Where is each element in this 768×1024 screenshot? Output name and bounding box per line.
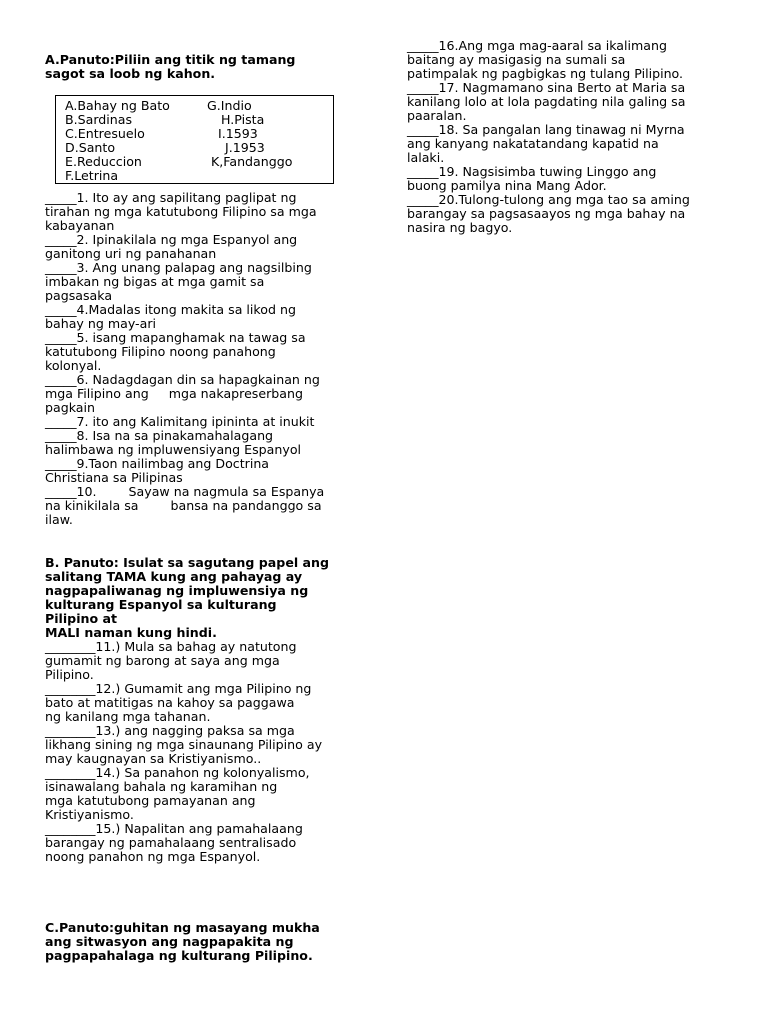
item-line: paaralan. — [407, 108, 467, 123]
section-a-heading-line: sagot sa loob ng kahon. — [45, 66, 216, 81]
item-line: gumamit ng barong at saya ang mga — [45, 653, 280, 668]
item-line: ________15.) Napalitan ang pamahalaang — [45, 821, 303, 836]
item-line: katutubong Filipino noong panahong — [45, 344, 276, 359]
choice-f: F.Letrina — [65, 168, 119, 183]
item-line: ________12.) Gumamit ang mga Pilipino ng — [45, 681, 312, 696]
choice-a: A.Bahay ng Bato — [65, 98, 170, 113]
item-line: ang kanyang nakatatandang kapatid na — [407, 136, 659, 151]
section-c-items — [407, 39, 690, 235]
choices-box — [55, 95, 334, 184]
item-line: kabayanan — [45, 218, 115, 233]
item-line: Christiana sa Pilipinas — [45, 470, 183, 485]
item-line: nasira ng bagyo. — [407, 220, 513, 235]
item-line: noong panahon ng mga Espanyol. — [45, 849, 261, 864]
section-c-heading — [45, 921, 320, 963]
item-line: ________13.) ang nagging paksa sa mga — [45, 723, 295, 738]
item-line: imbakan ng bigas at mga gamit sa — [45, 274, 265, 289]
item-line: ________11.) Mula sa bahag ay natutong — [45, 639, 297, 654]
section-b-heading-line: kulturang Espanyol sa kulturang — [45, 597, 277, 612]
item-line: _____10. Sayaw na nagmula sa Espanya — [45, 484, 325, 499]
item-line: Kristiyanismo. — [45, 807, 134, 822]
item-line: _____5. isang mapanghamak na tawag sa — [45, 330, 306, 345]
section-a-items — [45, 191, 324, 527]
choice-c: C.Entresuelo — [65, 126, 145, 141]
item-line: _____7. ito ang Kalimitang ipininta at inukit — [45, 414, 315, 429]
choice-g: G.Indio — [207, 98, 252, 113]
section-c-heading-line: C.Panuto:guhitan ng masayang mukha — [45, 920, 320, 935]
item-line: pagsasaka — [45, 288, 113, 303]
item-line: ng kanilang mga tahanan. — [45, 709, 211, 724]
choice-b: B.Sardinas — [65, 112, 133, 127]
item-line: ilaw. — [45, 512, 73, 527]
item-line: _____16.Ang mga mag-aaral sa ikalimang — [407, 38, 667, 53]
item-line: _____2. Ipinakilala ng mga Espanyol ang — [45, 232, 298, 247]
item-line: ganitong uri ng panahanan — [45, 246, 217, 261]
section-b-heading-line: B. Panuto: Isulat sa sagutang papel ang — [45, 555, 330, 570]
item-line: bahay ng may-ari — [45, 316, 157, 331]
item-line: tirahan ng mga katutubong Filipino sa mga — [45, 204, 317, 219]
item-line: patimpalak ng pagbigkas ng tulang Pilipino. — [407, 66, 684, 81]
item-line: barangay ng pamahalaang sentralisado — [45, 835, 297, 850]
section-b-heading-line: nagpapaliwanag ng impluwensiya ng — [45, 583, 309, 598]
item-line: pagkain — [45, 400, 95, 415]
item-line: Pilipino. — [45, 667, 94, 682]
item-line: _____3. Ang unang palapag ang nagsilbing — [45, 260, 312, 275]
choice-j: J.1953 — [225, 140, 265, 155]
item-line: isinawalang bahala ng karamihan ng — [45, 779, 278, 794]
item-line: kanilang lolo at lola pagdating nila galing sa — [407, 94, 686, 109]
item-line: _____18. Sa pangalan lang tinawag ni Myrna — [407, 122, 685, 137]
item-line: _____1. Ito ay ang sapilitang paglipat ng — [45, 190, 297, 205]
item-line: mga katutubong pamayanan ang — [45, 793, 256, 808]
section-b-heading-line: MALI naman kung hindi. — [45, 625, 217, 640]
section-a-heading — [45, 53, 295, 81]
choice-k: K,Fandanggo — [211, 154, 293, 169]
item-line: _____9.Taon nailimbag ang Doctrina — [45, 456, 270, 471]
section-c-heading-line: ang sitwasyon ang nagpapakita ng — [45, 934, 294, 949]
item-line: ________14.) Sa panahon ng kolonyalismo, — [45, 765, 310, 780]
item-line: lalaki. — [407, 150, 445, 165]
item-line: _____20.Tulong-tulong ang mga tao sa aming — [407, 192, 690, 207]
choice-h: H.Pista — [221, 112, 265, 127]
section-b-heading-line: salitang TAMA kung ang pahayag ay — [45, 569, 303, 584]
item-line: _____8. Isa na sa pinakamahalagang — [45, 428, 274, 443]
choice-e: E.Reduccion — [65, 154, 142, 169]
choice-d: D.Santo — [65, 140, 116, 155]
item-line: _____19. Nagsisimba tuwing Linggo ang — [407, 164, 657, 179]
section-c-heading-line: pagpapahalaga ng kulturang Pilipino. — [45, 948, 313, 963]
item-line: barangay sa pagsasaayos ng mga bahay na — [407, 206, 686, 221]
section-b-items — [45, 640, 322, 864]
item-line: likhang sining ng mga sinaunang Pilipino ay — [45, 737, 323, 752]
item-line: halimbawa ng impluwensiyang Espanyol — [45, 442, 302, 457]
item-line: na kinikilala sa bansa na pandanggo sa — [45, 498, 322, 513]
item-line: baitang ay masigasig na sumali sa — [407, 52, 626, 67]
section-b-heading-line: Pilipino at — [45, 611, 118, 626]
item-line: _____6. Nadagdagan din sa hapagkainan ng — [45, 372, 320, 387]
item-line: buong pamilya nina Mang Ador. — [407, 178, 607, 193]
item-line: kolonyal. — [45, 358, 102, 373]
item-line: mga Filipino ang mga nakapreserbang — [45, 386, 303, 401]
choice-i: I.1593 — [218, 126, 258, 141]
item-line: bato at matitigas na kahoy sa paggawa — [45, 695, 295, 710]
item-line: _____4.Madalas itong makita sa likod ng — [45, 302, 296, 317]
section-b-heading — [45, 556, 329, 640]
item-line: may kaugnayan sa Kristiyanismo.. — [45, 751, 262, 766]
item-line: _____17. Nagmamano sina Berto at Maria sa — [407, 80, 686, 95]
section-a-heading-line: A.Panuto:Piliin ang titik ng tamang — [45, 52, 296, 67]
